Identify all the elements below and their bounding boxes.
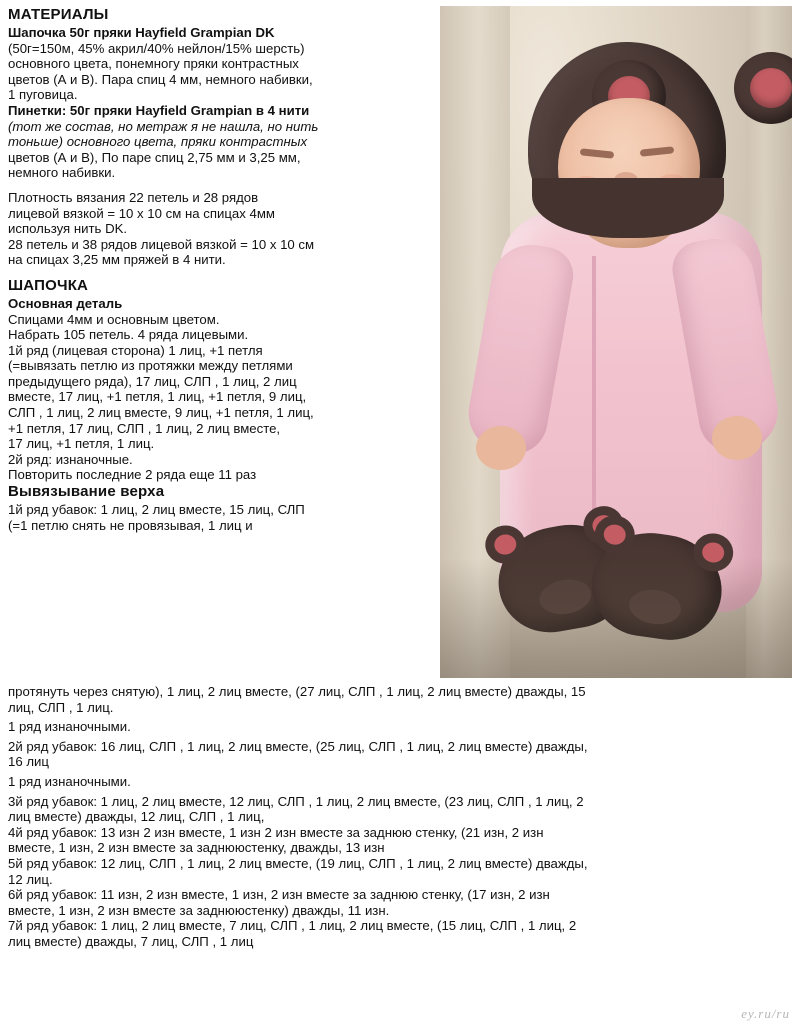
text-line: 7й ряд убавок: 1 лиц, 2 лиц вместе, 7 лиц, СЛП , 1 лиц, 2 лиц вместе, (15 лиц, СЛП , 1 лиц, 2 <box>8 918 577 934</box>
text-line: 4й ряд убавок: 13 изн 2 изн вместе, 1 изн 2 изн вместе за заднюю стенку, (21 изн, 2 изн <box>8 824 544 840</box>
text-line: лиц вместе) дважды, 7 лиц, СЛП , 1 лиц <box>8 933 254 949</box>
text-line: СЛП , 1 лиц, 2 лиц вместе, 9 лиц, +1 петля, 1 лиц, <box>8 405 314 421</box>
text-line: протянуть через снятую), 1 лиц, 2 лиц вместе, (27 лиц, СЛП , 1 лиц, 2 лиц вместе) дважды, 15 <box>8 684 586 699</box>
text-line: 16 лиц <box>8 754 49 770</box>
text-line: предыдущего ряда), 17 лиц, СЛП , 1 лиц, 2 лиц <box>8 373 297 389</box>
text-line: тоньше) основного цвета, пряки контрастных <box>8 134 308 150</box>
baby-hand-left <box>476 426 526 470</box>
text-line: 12 лиц. <box>8 871 53 887</box>
photo-bottom-shadow <box>440 558 792 678</box>
bootie2-ear-left-inner <box>602 523 627 546</box>
text-line: 1 ряд изнаночными. <box>8 719 131 735</box>
text-line: вместе, 1 изн, 2 изн вместе за заднююстенку) дважды, 11 изн. <box>8 902 390 918</box>
eye-left <box>580 148 615 159</box>
text-line: цветов (А и В). Пара спиц 4 мм, немного набивки, <box>8 71 313 87</box>
text-line: лицевой вязкой = 10 x 10 см на спицах 4мм <box>8 205 275 221</box>
section-heading-hat: ШАПОЧКА <box>8 276 89 294</box>
text-line: вместе, 17 лиц, +1 петля, 1 лиц, +1 петля, 9 лиц, <box>8 389 307 405</box>
text-line: 3й ряд убавок: 1 лиц, 2 лиц вместе, 12 лиц, СЛП , 1 лиц, 2 лиц вместе, (23 лиц, СЛП , 1 лиц, 2 <box>8 793 584 809</box>
baby-photo <box>440 6 792 678</box>
watermark: ey.ru/ru <box>741 1006 790 1021</box>
text-line: на спицах 3,25 мм пряжей в 4 нити. <box>8 252 226 268</box>
text-line: (тот же состав, но метраж я не нашла, но нить <box>8 118 319 134</box>
text-line: +1 петля, 17 лиц, СЛП , 1 лиц, 2 лиц вместе, <box>8 420 281 436</box>
text-line: лиц, СЛП , 1 лиц. <box>8 699 114 715</box>
text-line: Спицами 4мм и основным цветом. <box>8 311 220 327</box>
section-heading-crown: Вывязывание верха <box>8 483 165 501</box>
text-line: 1 пуговица. <box>8 87 78 103</box>
text-line: немного набивки. <box>8 165 116 181</box>
section-heading-materials: МАТЕРИАЛЫ <box>8 6 109 23</box>
text-line: основного цвета, понемногу пряки контрастных <box>8 56 299 72</box>
text-line: Пинетки: 50г пряки Hayfield Grampian в 4 нити <box>8 102 310 118</box>
text-line: 2й ряд: изнаночные. <box>8 451 133 467</box>
text-line: вместе, 1 изн, 2 изн вместе за заднююстенку, дважды, 13 изн <box>8 840 385 856</box>
text-line: Повторить последние 2 ряда еще 11 раз <box>8 467 257 483</box>
text-line: 1й ряд (лицевая сторона) 1 лиц, +1 петля <box>8 342 263 358</box>
hat-ear-right-inner <box>750 68 792 108</box>
baby-hand-right <box>712 416 762 460</box>
text-line: Основная деталь <box>8 295 123 311</box>
text-line: 2й ряд убавок: 16 лиц, СЛП , 1 лиц, 2 лиц вместе, (25 лиц, СЛП , 1 лиц, 2 лиц вместе) дважды, <box>8 738 588 754</box>
text-line: Плотность вязания 22 петель и 28 рядов <box>8 189 259 205</box>
text-line: 28 петель и 38 рядов лицевой вязкой = 10 х 10 см <box>8 236 315 252</box>
text-line: (50г=150м, 45% акрил/40% нейлон/15% шерсть) <box>8 40 305 56</box>
text-line: 5й ряд убавок: 12 лиц, СЛП , 1 лиц, 2 лиц вместе, (19 лиц, СЛП , 1 лиц, 2 лиц вместе) дважды, <box>8 855 588 871</box>
text-line: 6й ряд убавок: 11 изн, 2 изн вместе, 1 изн, 2 изн вместе за заднюю стенку, (17 изн, 2 изн <box>8 887 550 903</box>
text-line: 1 ряд изнаночными. <box>8 773 131 789</box>
bootie-ear-left-inner <box>493 533 518 557</box>
text-line: Шапочка 50г пряки Hayfield Grampian DK <box>8 25 275 40</box>
text-line: Набрать 105 петель. 4 ряда лицевыми. <box>8 327 249 343</box>
text-line: цветов (А и В), По паре спиц 2,75 мм и 3,25 мм, <box>8 149 301 165</box>
eye-right <box>640 146 675 157</box>
text-line: (=вывязать петлю из протяжки между петлями <box>8 358 293 374</box>
text-line: (=1 петлю снять не провязывая, 1 лиц и <box>8 517 253 533</box>
text-line: используя нить DK. <box>8 221 128 237</box>
text-line: 1й ряд убавок: 1 лиц, 2 лиц вместе, 15 лиц, СЛП <box>8 502 305 518</box>
text-line: 17 лиц, +1 петля, 1 лиц. <box>8 436 155 452</box>
text-line: лиц вместе) дважды, 12 лиц, СЛП , 1 лиц, <box>8 809 265 825</box>
